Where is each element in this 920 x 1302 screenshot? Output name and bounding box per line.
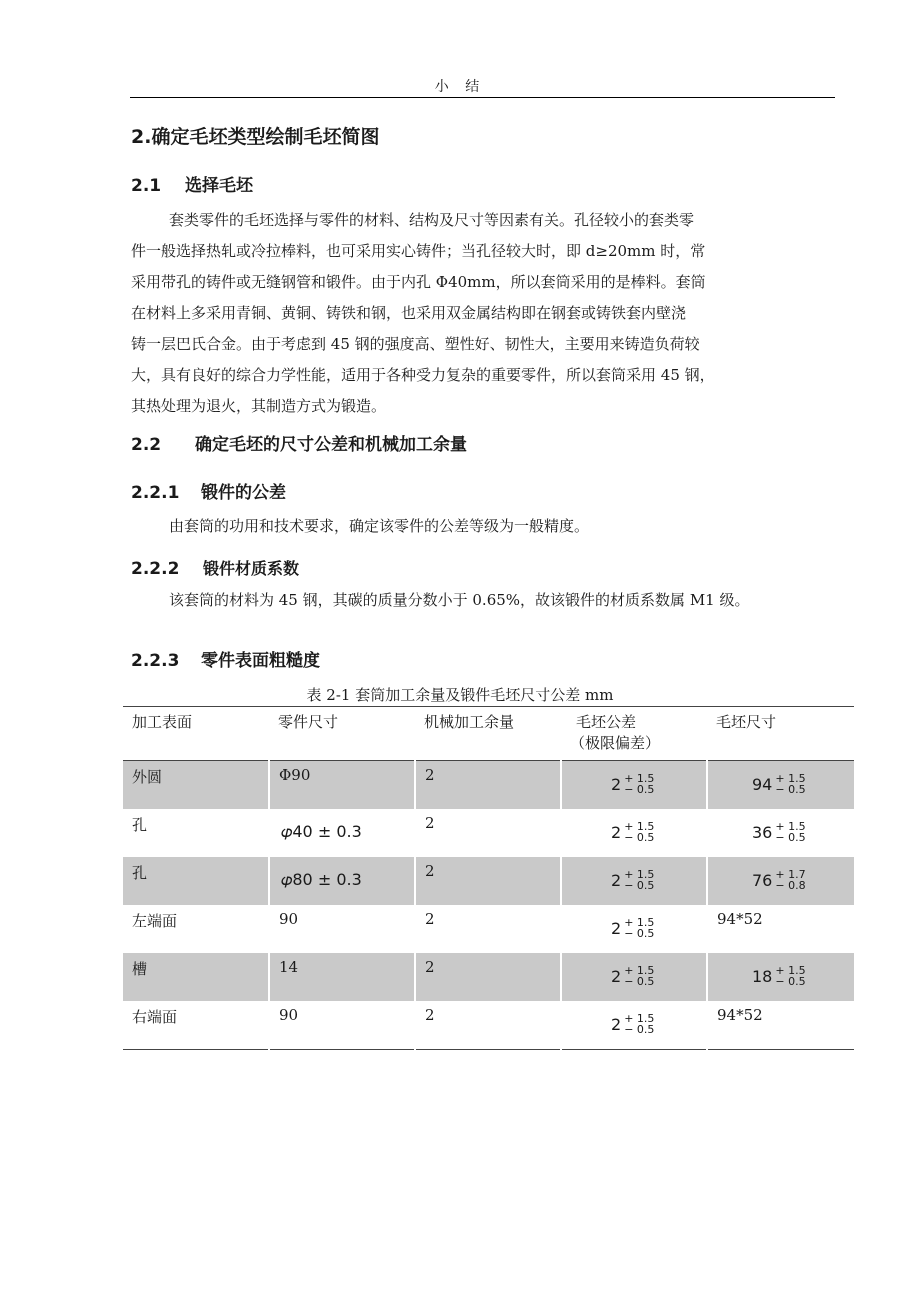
section-2-1-body	[131, 205, 837, 422]
tol-base: 2	[611, 774, 622, 794]
section-2-2-2-heading	[131, 556, 299, 579]
tolerance-value	[611, 821, 654, 843]
cell-surface: 右端面	[123, 1001, 269, 1050]
blank-lower: − 0.8	[775, 879, 806, 892]
cell-allowance: 2	[415, 857, 561, 905]
blank-base: 94	[752, 774, 773, 794]
blank-lower: − 0.5	[775, 975, 806, 988]
tol-base: 2	[611, 966, 622, 986]
section-2-2-3-number: 2.2.3	[131, 651, 180, 671]
cell-tolerance	[561, 857, 707, 905]
cell-tolerance	[561, 953, 707, 1001]
section-2-1-title: 选择毛坯	[185, 176, 253, 196]
cell-blank-size	[707, 761, 854, 810]
cell-tolerance	[561, 761, 707, 810]
cell-surface: 孔	[123, 857, 269, 905]
table-caption: 表 2-1 套筒加工余量及锻件毛坯尺寸公差 mm	[306, 686, 614, 704]
cell-size: 14	[269, 953, 415, 1001]
table-row	[123, 953, 854, 1001]
col-header-allowance: 机械加工余量	[415, 707, 561, 761]
cell-blank-size: 94*52	[707, 1001, 854, 1050]
cell-blank-size: 94*52	[707, 905, 854, 953]
section-2-2-2-number: 2.2.2	[131, 559, 180, 579]
col-header-tolerance	[561, 707, 707, 761]
section-2-2-1-title: 锻件的公差	[201, 483, 286, 503]
col-header-blank-size: 毛坯尺寸	[707, 707, 854, 761]
cell-surface: 孔	[132, 816, 148, 834]
table-row	[123, 1001, 854, 1050]
blank-lower: − 0.5	[775, 831, 806, 844]
tol-upper: + 1.5	[624, 772, 655, 785]
cell-allowance: 2	[415, 1001, 561, 1050]
section-2-1-heading	[131, 171, 253, 196]
cell-size: 90	[269, 905, 415, 953]
col-header-tolerance-label: 毛坯公差	[576, 713, 637, 731]
section-2-2-1-number: 2.2.1	[131, 483, 180, 503]
table-header-row	[123, 707, 854, 761]
body-line: 套类零件的毛坯选择与零件的材料、结构及尺寸等因素有关。孔径较小的套类零	[169, 211, 695, 229]
tolerance-value	[611, 773, 654, 795]
blank-size-value	[752, 773, 806, 795]
tolerance-value	[611, 1013, 654, 1035]
section-2-2-title: 确定毛坯的尺寸公差和机械加工余量	[195, 435, 467, 455]
tol-lower: − 0.5	[624, 975, 655, 988]
tol-base: 2	[611, 918, 622, 938]
blank-base: 76	[752, 870, 773, 890]
cell-tolerance	[561, 905, 707, 953]
section-2-2-1-body: 由套筒的功用和技术要求，确定该零件的公差等级为一般精度。	[169, 517, 590, 535]
tol-upper: + 1.5	[624, 868, 655, 881]
cell-tolerance	[561, 1001, 707, 1050]
section-2-2-3-title: 零件表面粗糙度	[201, 651, 320, 671]
allowance-table	[123, 706, 854, 1050]
body-line: 大，具有良好的综合力学性能，适用于各种受力复杂的重要零件，所以套筒采用 45 钢，	[131, 366, 715, 384]
tol-upper: + 1.5	[624, 916, 655, 929]
cell-size	[269, 857, 415, 905]
blank-upper: + 1.5	[775, 772, 806, 785]
body-line: 铸一层巴氏合金。由于考虑到 45 钢的强度高、塑性好、韧性大，主要用来铸造负荷较	[131, 335, 700, 353]
section-2-2-1-heading	[131, 478, 286, 503]
table-row	[123, 857, 854, 905]
table-row	[123, 905, 854, 953]
cell-allowance: 2	[415, 905, 561, 953]
blank-upper: + 1.7	[775, 868, 806, 881]
section-2-2-2-title: 锻件材质系数	[203, 559, 300, 578]
tol-lower: − 0.5	[624, 879, 655, 892]
cell-size: 90	[269, 1001, 415, 1050]
col-header-tolerance-sub: （极限偏差）	[570, 734, 661, 752]
running-header: 小 结	[434, 79, 486, 95]
size-value: 𝜑40 ± 0.3	[281, 822, 362, 841]
section-2-2-heading	[131, 430, 467, 455]
cell-surface: 左端面	[132, 912, 178, 930]
cell-size: Φ90	[269, 761, 415, 810]
col-header-size: 零件尺寸	[269, 707, 415, 761]
cell-tolerance	[561, 809, 707, 857]
tolerance-value	[611, 917, 654, 939]
blank-size-value	[752, 821, 806, 843]
cell-size	[269, 809, 415, 857]
tolerance-value	[611, 869, 654, 891]
section-2-2-3-heading	[131, 646, 320, 671]
tol-base: 2	[611, 822, 622, 842]
tol-lower: − 0.5	[624, 783, 655, 796]
section-2-2-number: 2.2	[131, 435, 162, 455]
blank-size-value	[752, 965, 806, 987]
header-rule	[130, 97, 835, 98]
size-value: 𝜑80 ± 0.3	[281, 870, 362, 889]
cell-blank-size	[707, 809, 854, 857]
table-row	[123, 809, 854, 857]
tol-base: 2	[611, 1014, 622, 1034]
tol-lower: − 0.5	[624, 927, 655, 940]
blank-upper: + 1.5	[775, 820, 806, 833]
tol-upper: + 1.5	[624, 1012, 655, 1025]
blank-upper: + 1.5	[775, 964, 806, 977]
section-2-1-number: 2.1	[131, 176, 162, 196]
cell-allowance: 2	[415, 809, 561, 857]
section-2-heading: 2.确定毛坯类型绘制毛坯简图	[131, 126, 380, 148]
body-line: 采用带孔的铸件或无缝钢管和锻件。由于内孔 Φ40mm，所以套筒采用的是棒料。套筒	[131, 273, 706, 291]
tolerance-value	[611, 965, 654, 987]
blank-lower: − 0.5	[775, 783, 806, 796]
body-line: 其热处理为退火，其制造方式为锻造。	[131, 397, 387, 415]
cell-allowance: 2	[415, 953, 561, 1001]
tol-upper: + 1.5	[624, 820, 655, 833]
section-2-2-2-body: 该套筒的材料为 45 钢，其碳的质量分数小于 0.65%，故该锻件的材质系数属 M1 级。	[169, 591, 750, 609]
body-line: 件一般选择热轧或冷拉棒料，也可采用实心铸件；当孔径较大时，即 d≥20mm 时，常	[131, 242, 706, 260]
cell-surface: 槽	[123, 953, 269, 1001]
tol-base: 2	[611, 870, 622, 890]
body-line: 在材料上多采用青铜、黄铜、铸铁和钢，也采用双金属结构即在钢套或铸铁套内壁浇	[131, 304, 687, 322]
cell-blank-size	[707, 857, 854, 905]
blank-base: 18	[752, 966, 773, 986]
tol-lower: − 0.5	[624, 831, 655, 844]
table-row	[123, 761, 854, 810]
tol-upper: + 1.5	[624, 964, 655, 977]
tol-lower: − 0.5	[624, 1023, 655, 1036]
cell-allowance: 2	[415, 761, 561, 810]
blank-base: 36	[752, 822, 773, 842]
cell-surface: 外圆	[123, 761, 269, 810]
blank-size-value	[752, 869, 806, 891]
col-header-surface: 加工表面	[123, 707, 269, 761]
cell-blank-size	[707, 953, 854, 1001]
